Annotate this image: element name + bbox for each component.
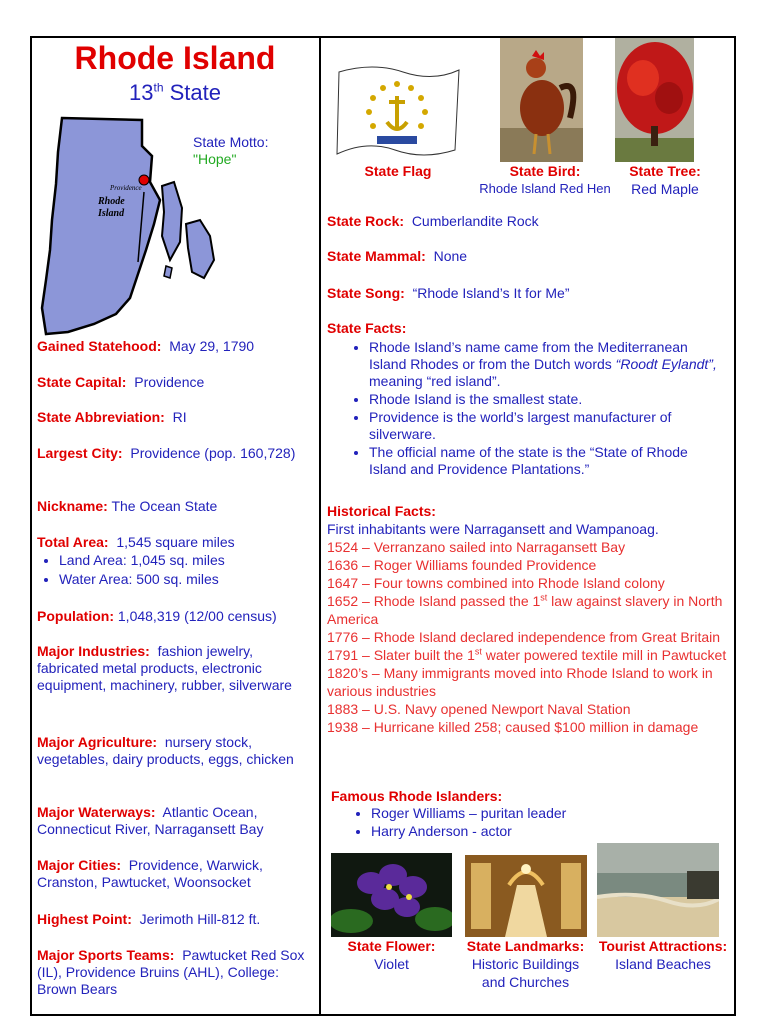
industries: Major Industries: fashion jewelry, fabricated metal products, electronic equipment, machinery, rubber, silverware bbox=[37, 643, 292, 693]
history-line: First inhabitants were Narragansett and Wampanoag. bbox=[327, 521, 659, 537]
history-line: 1524 – Verranzano sailed into Narragansett Bay bbox=[327, 539, 626, 555]
state-tree-caption: State Tree: Red Maple bbox=[629, 163, 701, 197]
tourist-attractions-caption: Tourist Attractions: Island Beaches bbox=[598, 938, 728, 972]
history-line: 1647 – Four towns combined into Rhode Island colony bbox=[327, 575, 665, 591]
famous-heading: Famous Rhode Islanders: bbox=[331, 788, 503, 804]
map-state-label-2: Island bbox=[98, 208, 125, 219]
historical-facts bbox=[327, 502, 727, 736]
state-flag-image bbox=[333, 62, 463, 162]
history-line: 1636 – Roger Williams founded Providence bbox=[327, 557, 597, 573]
state-bird-caption: State Bird: Rhode Island Red Hen bbox=[479, 163, 611, 196]
state-landmarks-caption: State Landmarks: Historic Buildings and Churches bbox=[466, 938, 585, 990]
abbreviation: State Abbreviation: RI bbox=[37, 409, 187, 425]
history-line: 1652 – Rhode Island passed the 1st law against slavery in North America bbox=[327, 592, 723, 627]
state-facts bbox=[327, 320, 727, 479]
facts-heading: State Facts: bbox=[327, 320, 407, 336]
famous-rhode-islanders bbox=[331, 788, 731, 841]
page-subtitle: 13th State bbox=[129, 80, 221, 105]
largest-city: Largest City: Providence (pop. 160,728) bbox=[37, 445, 296, 461]
sports-teams: Major Sports Teams: Pawtucket Red Sox (IL), Providence Bruins (AHL), College: Brown Bears bbox=[37, 947, 305, 997]
history-line: 1776 – Rhode Island declared independence from Great Britain bbox=[327, 629, 721, 645]
cities: Major Cities: Providence, Warwick, Cranston, Pawtucket, Woonsocket bbox=[37, 857, 263, 890]
state-tree-image bbox=[615, 38, 694, 162]
total-area: Total Area: 1,545 square miles • Land Area: 1,045 sq. miles • Water Area: 500 sq. miles bbox=[37, 534, 307, 589]
capital: State Capital: Providence bbox=[37, 374, 205, 390]
state-motto bbox=[193, 134, 268, 168]
state-song: State Song: “Rhode Island’s It for Me” bbox=[327, 285, 570, 301]
state-landmarks-image bbox=[465, 855, 587, 937]
page-title: Rhode Island bbox=[74, 40, 276, 76]
list-item: • Harry Anderson - actor bbox=[371, 823, 731, 840]
list-item: • The official name of the state is the “State of Rhode Island and Providence Plantations.” bbox=[369, 444, 727, 478]
statehood: Gained Statehood: May 29, 1790 bbox=[37, 338, 255, 354]
motto-label: State Motto: bbox=[193, 134, 269, 150]
map-city-label: Providence bbox=[110, 184, 142, 192]
nickname: Nickname: The Ocean State bbox=[37, 498, 218, 514]
state-rock: State Rock: Cumberlandite Rock bbox=[327, 213, 539, 229]
list-item: • Land Area: 1,045 sq. miles bbox=[59, 551, 307, 570]
list-item: • Rhode Island is the smallest state. bbox=[369, 391, 727, 408]
highest-point: Highest Point: Jerimoth Hill-812 ft. bbox=[37, 911, 261, 927]
history-line: 1791 – Slater built the 1st water powered textile mill in Pawtucket bbox=[327, 646, 727, 663]
state-flower-image bbox=[331, 853, 452, 937]
flag-label: State Flag bbox=[364, 163, 432, 179]
map-state-label-1: Rhode bbox=[98, 196, 125, 207]
list-item: • Rhode Island’s name came from the Mediterranean Island Rhodes or from the Dutch words “Roodt Eylandt”, meaning “red island”. bbox=[369, 339, 727, 390]
agriculture: Major Agriculture: nursery stock, vegetables, dairy products, eggs, chicken bbox=[37, 734, 294, 767]
tourist-attractions-image bbox=[597, 843, 719, 937]
history-line: 1820’s – Many immigrants moved into Rhode Island to work in various industries bbox=[327, 665, 713, 699]
population: Population: 1,048,319 (12/00 census) bbox=[37, 608, 277, 624]
list-item: • Water Area: 500 sq. miles bbox=[59, 570, 307, 589]
column-divider bbox=[319, 36, 321, 1016]
list-item: • Roger Williams – puritan leader bbox=[371, 805, 731, 822]
list-item: • Providence is the world’s largest manufacturer of silverware. bbox=[369, 409, 727, 443]
state-mammal: State Mammal: None bbox=[327, 248, 468, 264]
history-line: 1938 – Hurricane killed 258; caused $100 million in damage bbox=[327, 719, 699, 735]
history-line: 1883 – U.S. Navy opened Newport Naval Station bbox=[327, 701, 631, 717]
state-bird-image bbox=[500, 38, 583, 162]
history-heading: Historical Facts: bbox=[327, 503, 436, 519]
motto-value: "Hope" bbox=[193, 151, 237, 167]
state-flower-caption: State Flower: Violet bbox=[347, 938, 436, 972]
waterways: Major Waterways: Atlantic Ocean, Connecticut River, Narragansett Bay bbox=[37, 804, 264, 837]
